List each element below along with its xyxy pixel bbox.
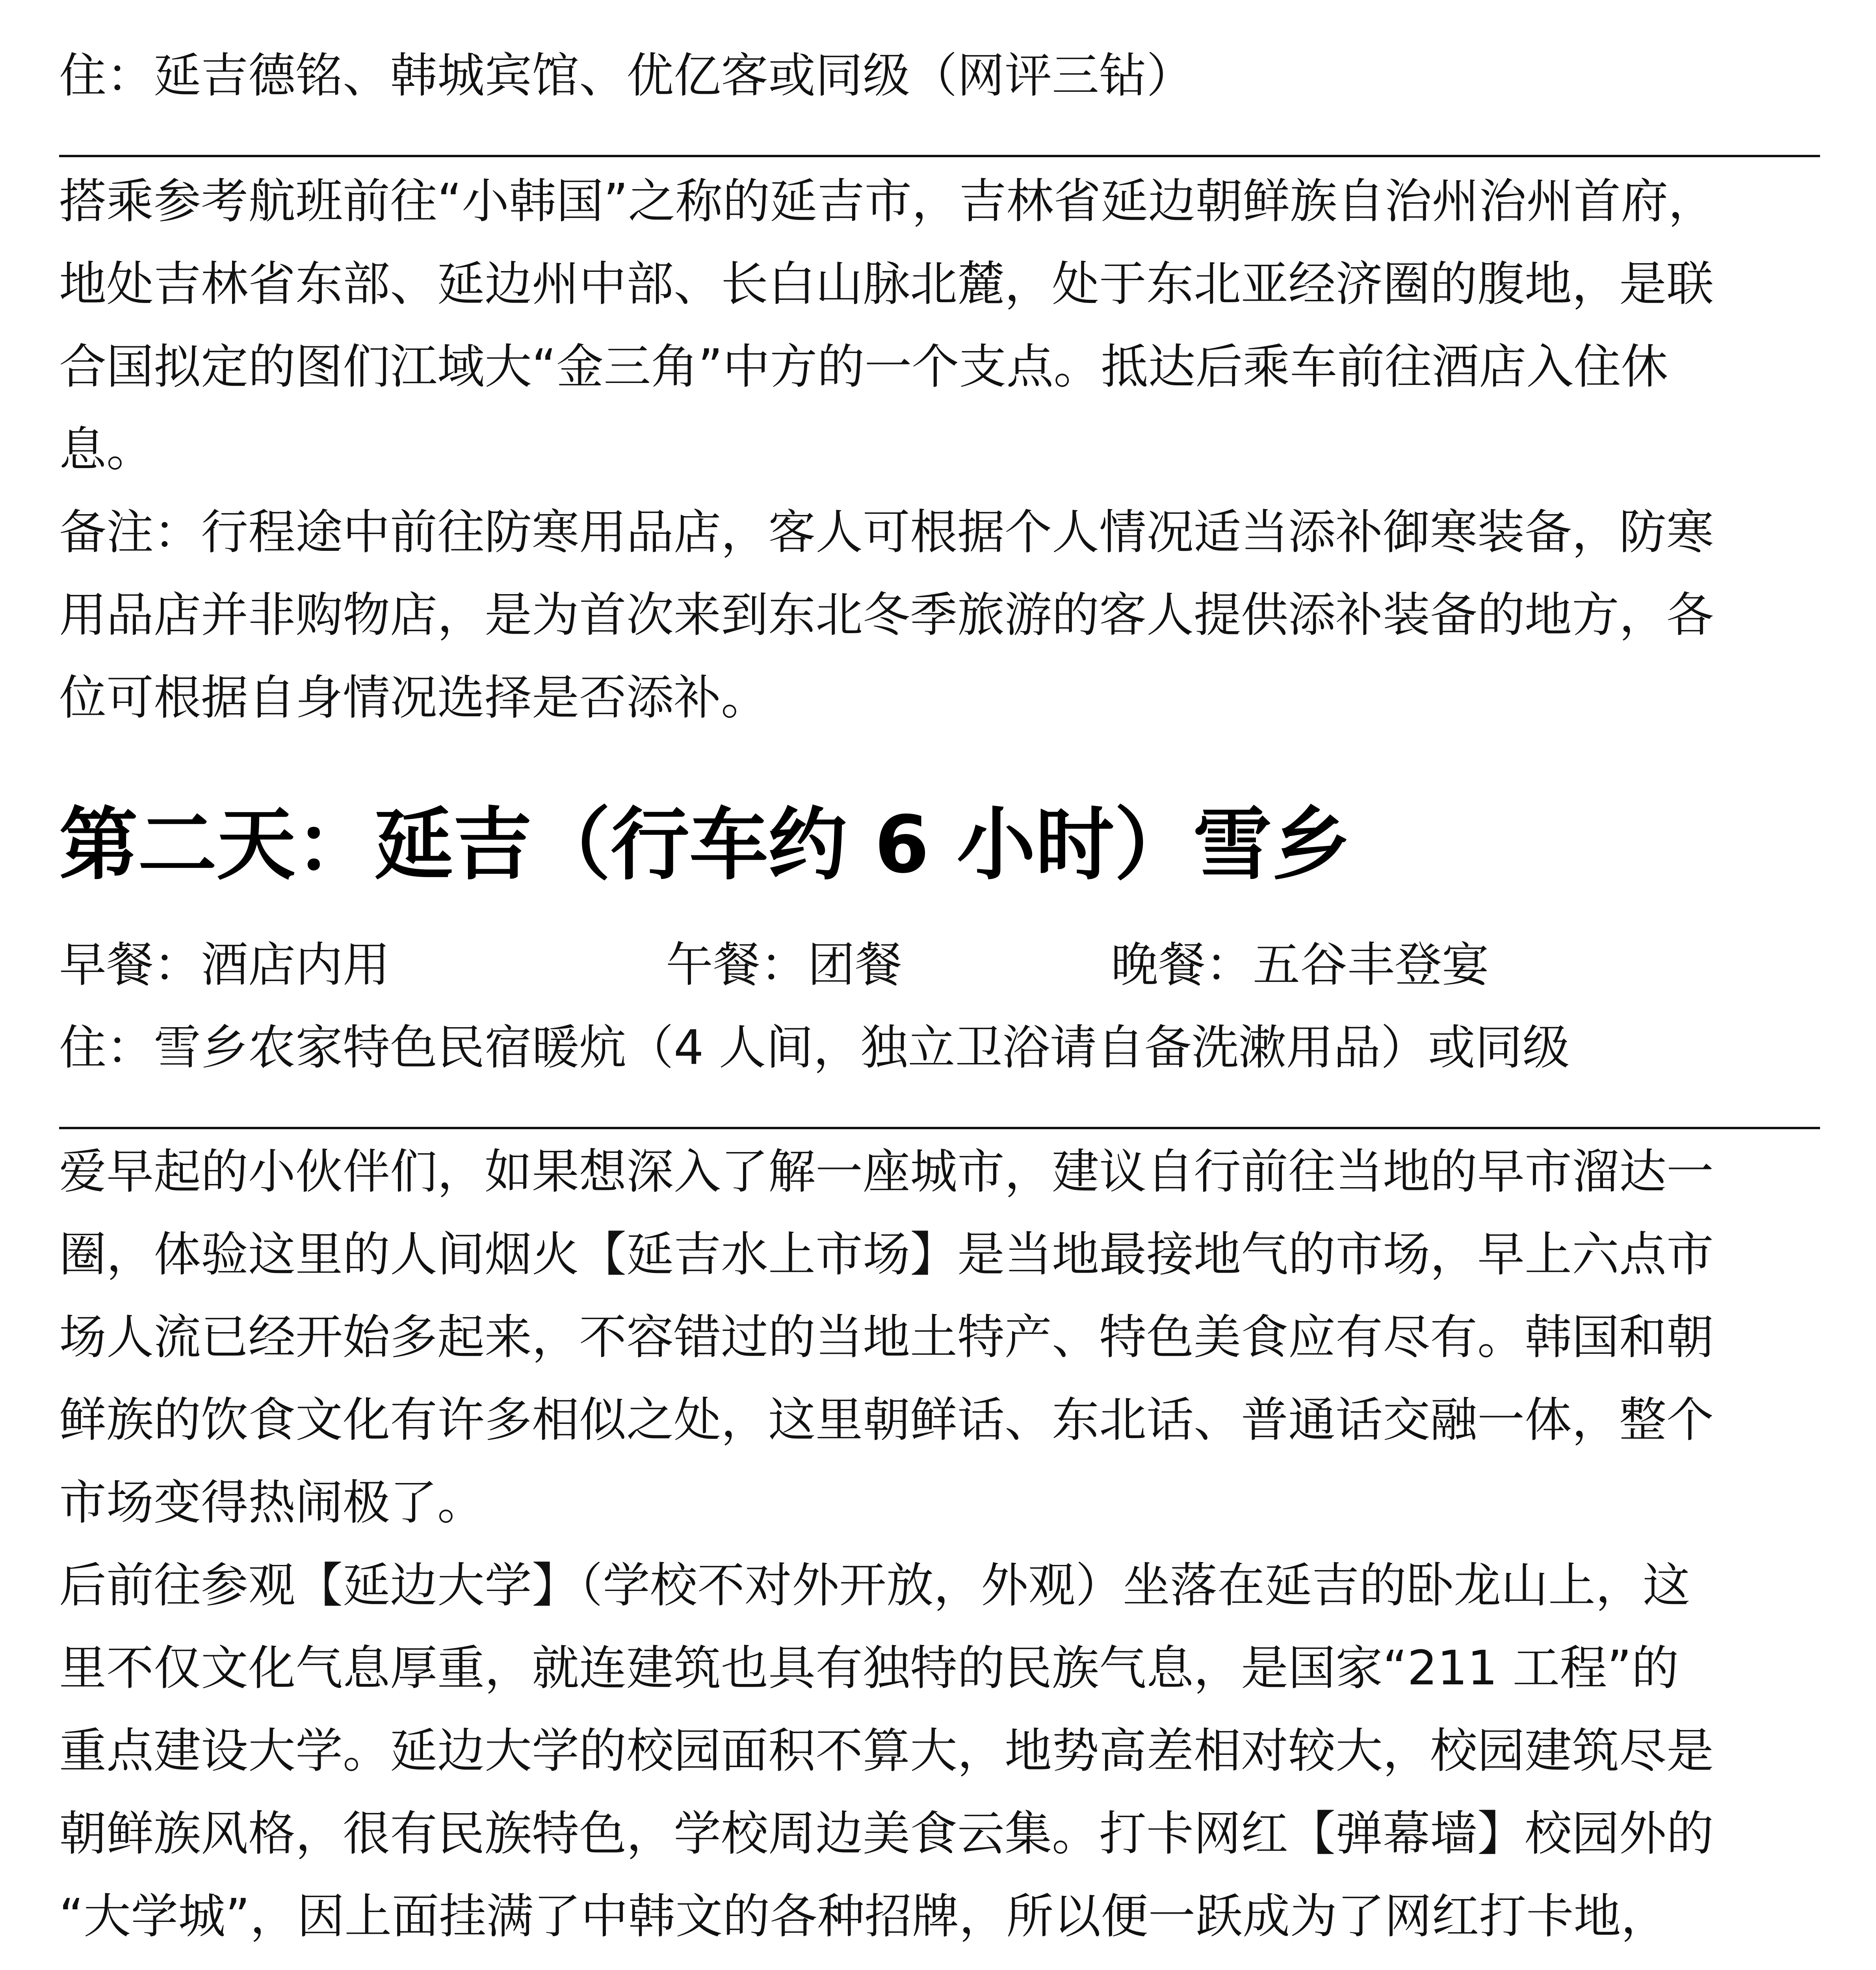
paragraph-line: 搭乘参考航班前往“小韩国”之称的延吉市，吉林省延边朝鲜族自治州治州首府， — [59, 174, 1716, 229]
paragraph-line: 地处吉林省东部、延边州中部、长白山脉北麓，处于东北亚经济圈的腹地，是联 — [59, 257, 1714, 312]
day-heading: 第二天：延吉（行车约 6 小时）雪乡 — [59, 799, 1351, 891]
paragraph-line: 场人流已经开始多起来，不容错过的当地土特产、特色美食应有尽有。韩国和朝 — [59, 1310, 1714, 1365]
paragraph-line: 重点建设大学。延边大学的校园面积不算大，地势高差相对较大，校园建筑尽是 — [59, 1724, 1714, 1779]
paragraph-line: 息。 — [59, 422, 154, 477]
section-divider — [59, 155, 1820, 157]
stay-line-day1: 住：延吉德铭、韩城宾馆、优亿客或同级（网评三钻） — [59, 48, 1194, 103]
paragraph-line: 里不仅文化气息厚重，就连建筑也具有独特的民族气息，是国家“211 工程”的 — [59, 1641, 1679, 1696]
paragraph-line: “大学城”，因上面挂满了中韩文的各种招牌，所以便一跃成为了网红打卡地， — [59, 1889, 1668, 1944]
paragraph-line: 备注：行程途中前往防寒用品店，客人可根据个人情况适当添补御寒装备，防寒 — [59, 505, 1714, 560]
paragraph-line: 后前往参观【延边大学】（学校不对外开放，外观）坐落在延吉的卧龙山上，这 — [59, 1558, 1690, 1613]
paragraph-line: 合国拟定的图们江域大“金三角”中方的一个支点。抵达后乘车前往酒店入住休 — [59, 340, 1668, 394]
section-divider — [59, 1127, 1820, 1129]
paragraph-line: 爱早起的小伙伴们，如果想深入了解一座城市，建议自行前往当地的早市溜达一 — [59, 1145, 1714, 1199]
meal-dinner: 晚餐：五谷丰登宴 — [1111, 938, 1489, 992]
meal-breakfast: 早餐：酒店内用 — [59, 938, 390, 992]
paragraph-line: 用品店并非购物店，是为首次来到东北冬季旅游的客人提供添补装备的地方，各 — [59, 588, 1714, 643]
paragraph-line: 位可根据自身情况选择是否添补。 — [59, 671, 768, 725]
document-page — [59, 0, 1820, 1970]
paragraph-line: 市场变得热闹极了。 — [59, 1476, 485, 1530]
paragraph-line: 圈，体验这里的人间烟火【延吉水上市场】是当地最接地气的市场，早上六点市 — [59, 1227, 1714, 1282]
stay-line-day2: 住：雪乡农家特色民宿暖炕（4 人间，独立卫浴请自备洗漱用品）或同级 — [59, 1020, 1570, 1075]
meal-lunch: 午餐：团餐 — [666, 938, 902, 992]
paragraph-line: 朝鲜族风格，很有民族特色，学校周边美食云集。打卡网红【弹幕墙】校园外的 — [59, 1806, 1714, 1861]
paragraph-line: 鲜族的饮食文化有许多相似之处，这里朝鲜话、东北话、普通话交融一体，整个 — [59, 1393, 1714, 1448]
